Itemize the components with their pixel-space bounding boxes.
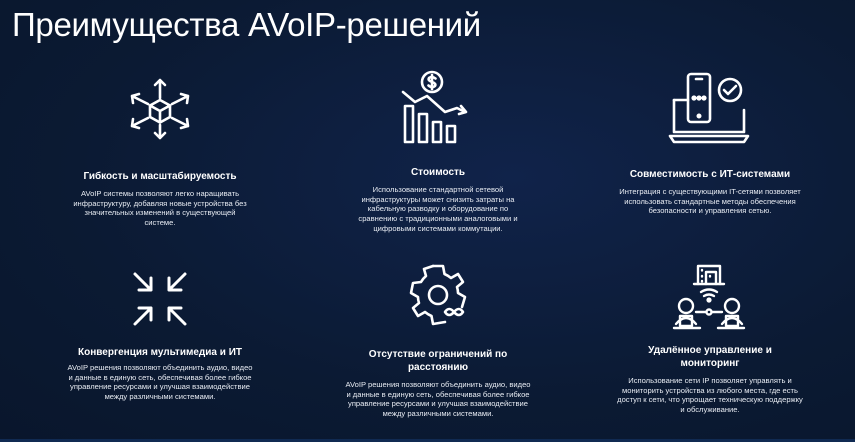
feature-card-it-compatibility bbox=[612, 70, 808, 216]
feature-title: Отсутствие ограничений по расстоянию bbox=[368, 349, 508, 373]
feature-card-convergence bbox=[62, 268, 258, 402]
feature-description: Использование стандартной сетевой инфраструктуры может снизить затраты на кабельную разводку и оборудование по сравнению с традиционными аналоговыми и цифровыми системами коммутации. bbox=[358, 185, 518, 233]
feature-title: Удалённое управление и мониторинг bbox=[648, 345, 772, 369]
cost-chart-icon bbox=[338, 70, 538, 146]
remote-network-users-icon bbox=[612, 262, 808, 332]
feature-card-flexibility bbox=[62, 74, 258, 228]
feature-title: Гибкость и масштабируемость bbox=[83, 171, 237, 182]
feature-description: AVoIP системы позволяют легко наращивать инфраструктуру, добавляя новые устройства без значительных изменений в существующей системе. bbox=[73, 189, 247, 228]
feature-title: Конвергенция мультимедиа и ИТ bbox=[78, 347, 242, 358]
feature-description: AVoIP решения позволяют объединить аудио, видео и данные в единую сеть, обеспечивая более гибкое управление ресурсами и улучшая взаимодействие между различными системами. bbox=[345, 380, 531, 419]
feature-title: Стоимость bbox=[410, 167, 466, 178]
feature-card-cost bbox=[338, 70, 538, 234]
converge-arrows-icon bbox=[62, 268, 258, 330]
feature-card-no-distance-limits bbox=[338, 262, 538, 419]
feature-card-remote-management bbox=[612, 262, 808, 415]
feature-description: AVoIP решения позволяют объединить аудио, видео и данные в единую сеть, обеспечивая более гибкое управление ресурсами и улучшая взаимодействие между различными системами. bbox=[67, 363, 253, 402]
slide-title: Преимущества AVoIP-решений bbox=[12, 6, 481, 43]
feature-description: Использование сети IP позволяет управлять и мониторить устройства из любого места, где есть доступ к сети, что упрощает техническую поддержку и обслуживание. bbox=[617, 376, 803, 415]
feature-title: Совместимость с ИТ-системами bbox=[629, 169, 791, 180]
gear-infinity-icon bbox=[338, 262, 538, 328]
laptop-phone-check-icon bbox=[612, 70, 808, 148]
feature-description: Интеграция с существующими IT-сетями позволяет использовать стандартные методы обеспечения безопасности и управления сетью. bbox=[619, 187, 801, 216]
network-cube-icon bbox=[62, 74, 258, 144]
